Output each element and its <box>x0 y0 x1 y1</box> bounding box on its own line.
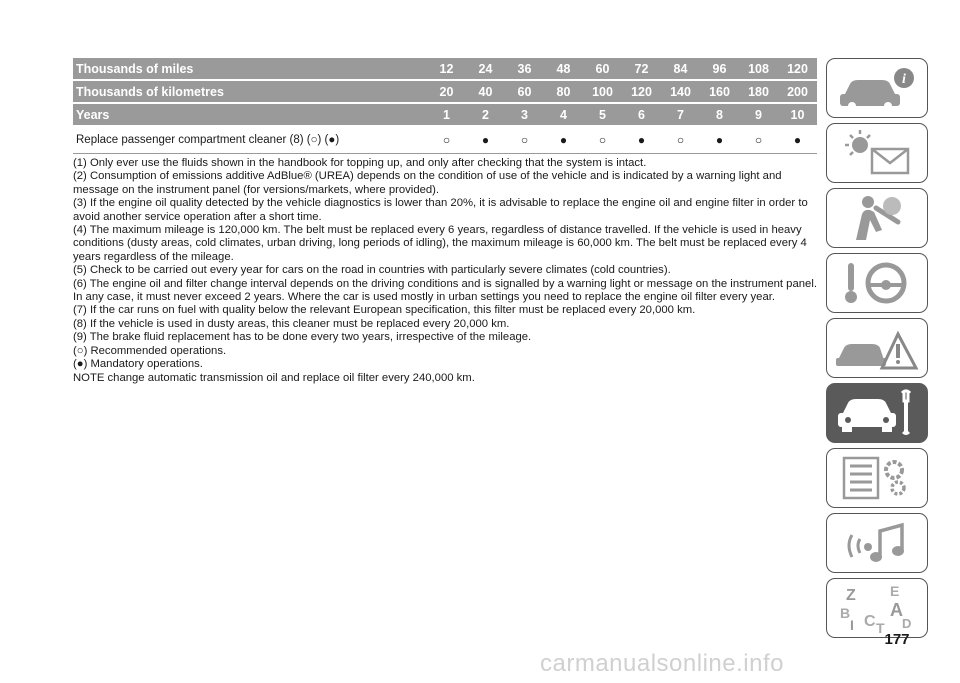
operation-mark: ○ <box>739 126 778 154</box>
footnotes <box>73 157 817 385</box>
tab-car-info[interactable] <box>826 58 928 118</box>
header-label: Thousands of kilometres <box>73 80 427 103</box>
tab-emergency[interactable] <box>826 318 928 378</box>
operation-mark: ○ <box>661 126 700 154</box>
operation-mark: ○ <box>427 126 466 154</box>
header-value: 36 <box>505 58 544 80</box>
footnote: (○) Recommended operations. <box>73 344 227 357</box>
car-info-icon <box>832 62 922 114</box>
svg-text:E: E <box>890 583 900 599</box>
footnote: (4) The maximum mileage is 120,000 km. The belt must be replaced every 6 years, regardless of distance travelled. If the vehicle is used in heavy conditions (dusty areas, cold climates, urban driving, long periods of idling), the maximum mileage is 60,000 km. The belt must be replaced every 4 years regardless of the mileage. <box>73 224 807 263</box>
tab-maintenance[interactable] <box>826 383 928 443</box>
svg-text:B: B <box>840 605 851 621</box>
emergency-icon <box>832 322 922 374</box>
starting-driving-icon <box>832 257 922 309</box>
header-value: 180 <box>739 80 778 103</box>
operation-mark: ● <box>622 126 661 154</box>
operation-mark: ● <box>466 126 505 154</box>
operation-mark: ● <box>544 126 583 154</box>
header-value: 72 <box>622 58 661 80</box>
tab-technical-specs[interactable] <box>826 448 928 508</box>
svg-text:T: T <box>876 620 885 634</box>
tab-starting-driving[interactable] <box>826 253 928 313</box>
svg-text:D: D <box>902 616 912 631</box>
warning-lights-messages-icon <box>832 127 922 179</box>
header-value: 48 <box>544 58 583 80</box>
header-value: 6 <box>622 103 661 126</box>
tab-warning-lights[interactable] <box>826 123 928 183</box>
svg-text:i: i <box>902 72 906 87</box>
header-value: 4 <box>544 103 583 126</box>
tab-index[interactable] <box>826 578 928 638</box>
svg-text:C: C <box>864 613 876 630</box>
footnote: (●) Mandatory operations. <box>73 358 203 371</box>
header-value: 12 <box>427 58 466 80</box>
footnote: (1) Only ever use the fluids shown in the handbook for topping up, and only after checking that the system is intact. <box>73 157 647 169</box>
header-value: 60 <box>583 58 622 80</box>
header-value: 140 <box>661 80 700 103</box>
airbag-safety-icon <box>832 192 922 244</box>
table-row <box>73 126 817 154</box>
operation-mark: ● <box>700 126 739 154</box>
header-value: 9 <box>739 103 778 126</box>
header-label: Years <box>73 103 427 126</box>
header-value: 100 <box>583 80 622 103</box>
header-value: 2 <box>466 103 505 126</box>
footnote: (8) If the vehicle is used in dusty areas, this cleaner must be replaced every 20,000 km. <box>73 317 510 330</box>
page-number: 177 <box>884 631 910 648</box>
header-value: 96 <box>700 58 739 80</box>
car-maintenance-icon <box>832 387 922 439</box>
header-value: 8 <box>700 103 739 126</box>
watermark-text: carmanualsonline.info <box>540 650 784 677</box>
header-value: 200 <box>778 80 817 103</box>
maintenance-schedule-table <box>73 58 817 154</box>
multimedia-icon <box>832 517 922 569</box>
header-value: 160 <box>700 80 739 103</box>
svg-text:I: I <box>850 617 854 633</box>
header-value: 84 <box>661 58 700 80</box>
footnote: (6) The engine oil and filter change interval depends on the driving conditions and is signalled by a warning light or message on the instrument panel. In any case, it must never exceed 2 years. Where the car is used mostly in urban settings you need to replace the engine oil filter every year. <box>73 277 817 304</box>
header-value: 1 <box>427 103 466 126</box>
header-value: 5 <box>583 103 622 126</box>
footnote: NOTE change automatic transmission oil and replace oil filter every 240,000 km. <box>73 371 475 384</box>
header-value: 7 <box>661 103 700 126</box>
index-icon <box>832 582 922 634</box>
operation-label: Replace passenger compartment cleaner (8) (○) (●) <box>73 126 427 154</box>
header-value: 60 <box>505 80 544 103</box>
operation-mark: ○ <box>583 126 622 154</box>
header-value: 120 <box>622 80 661 103</box>
header-value: 120 <box>778 58 817 80</box>
header-value: 24 <box>466 58 505 80</box>
header-value: 80 <box>544 80 583 103</box>
table-header-row <box>73 80 817 103</box>
operation-mark: ● <box>778 126 817 154</box>
svg-text:A: A <box>890 600 903 620</box>
table-header-row <box>73 58 817 80</box>
header-label: Thousands of miles <box>73 58 427 80</box>
header-value: 20 <box>427 80 466 103</box>
table-header-row <box>73 103 817 126</box>
tab-safety[interactable] <box>826 188 928 248</box>
footnote: (7) If the car runs on fuel with quality below the relevant European specification, this filter must be replaced every 20,000 km. <box>73 304 696 317</box>
footnote: (2) Consumption of emissions additive AdBlue® (UREA) depends on the condition of use of the vehicle and is indicated by a warning light and message on the instrument panel (for versions/markets, where provided). <box>73 170 782 196</box>
operation-mark: ○ <box>505 126 544 154</box>
header-value: 3 <box>505 103 544 126</box>
footnote: (3) If the engine oil quality detected by the vehicle diagnostics is lower than 20%, it is advisable to replace the engine oil and engine filter in order to avoid another service operation after a short time. <box>73 197 808 223</box>
footnote: (5) Check to be carried out every year for cars on the road in countries with particularly severe climates (cold countries). <box>73 264 671 277</box>
chapter-sidebar <box>826 58 929 643</box>
svg-text:Z: Z <box>846 587 856 604</box>
footnote: (9) The brake fluid replacement has to be done every two years, irrespective of the mileage. <box>73 331 532 344</box>
header-value: 40 <box>466 80 505 103</box>
header-value: 108 <box>739 58 778 80</box>
technical-specs-icon <box>832 452 922 504</box>
tab-multimedia[interactable] <box>826 513 928 573</box>
header-value: 10 <box>778 103 817 126</box>
